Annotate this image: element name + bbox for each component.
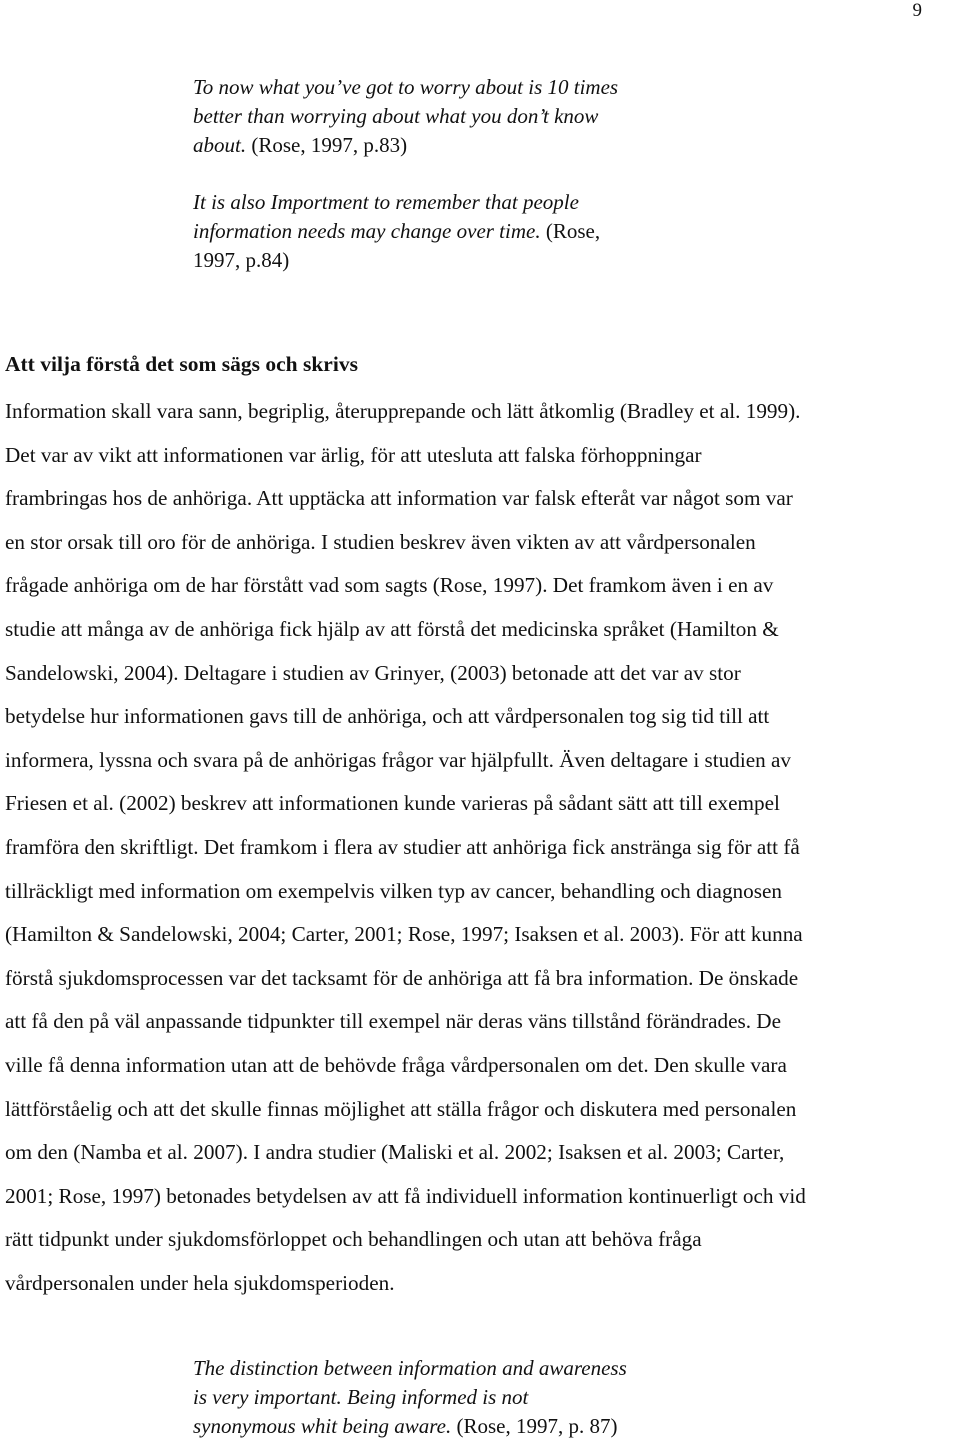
body-line: Friesen et al. (2002) beskrev att informationen kunde varieras på sådant sätt att till exempel: [5, 791, 780, 816]
body-line: att få den på väl anpassande tidpunkter till exempel när deras väns tillstånd förändrades. De: [5, 1009, 782, 1034]
body-line: ville få denna information utan att de behövde fråga vårdpersonalen om det. Den skulle vara: [5, 1052, 787, 1077]
quote-line: information needs may change over time.: [193, 219, 541, 243]
body-line: frågade anhöriga om de har förstått vad som sagts (Rose, 1997). Det framkom även i en av: [5, 573, 774, 598]
block-quote-rose-p87: [193, 1354, 753, 1441]
quote-citation: (Rose, 1997, p.83): [251, 133, 408, 157]
body-line: en stor orsak till oro för de anhöriga. I studien beskrev även vikten av att vårdpersonalen: [5, 529, 756, 554]
block-quote-rose-p84: [193, 188, 753, 275]
body-line: frambringas hos de anhöriga. Att upptäcka att information var falsk efteråt var något som var: [5, 486, 793, 511]
quote-line: The distinction between information and awareness: [193, 1356, 627, 1380]
section-body: [5, 390, 958, 1305]
quote-line: about.: [193, 133, 247, 157]
body-line: förstå sjukdomsprocessen var det tacksamt för de anhöriga att få bra information. De önskade: [5, 965, 799, 990]
page-number: 9: [912, 0, 922, 21]
quote-line: synonymous whit being aware.: [193, 1414, 452, 1438]
body-line: framföra den skriftligt. Det framkom i flera av studier att anhöriga fick anstränga sig för att få: [5, 834, 800, 859]
body-line: 2001; Rose, 1997) betonades betydelsen av att få individuell information kontinuerligt och vid: [5, 1183, 806, 1208]
block-quote-rose-p83: [193, 73, 753, 160]
body-line: vårdpersonalen under hela sjukdomsperioden.: [5, 1270, 395, 1295]
body-line: rätt tidpunkt under sjukdomsförloppet och behandlingen och utan att behöva fråga: [5, 1227, 702, 1252]
quote-line: To now what you’ve got to worry about is 10 times: [193, 75, 619, 99]
quote-line: is very important. Being informed is not: [193, 1385, 529, 1409]
body-line: lättförståelig och att det skulle finnas möjlighet att ställa frågor och diskutera med personalen: [5, 1096, 797, 1121]
body-line: om den (Namba et al. 2007). I andra studier (Maliski et al. 2002; Isaksen et al. 2003; Carter,: [5, 1140, 785, 1165]
body-line: betydelse hur informationen gavs till de anhöriga, och att vårdpersonalen tog sig tid till att: [5, 704, 770, 729]
body-line: Information skall vara sann, begriplig, återupprepande och lätt åtkomlig (Bradley et al. 1999).: [5, 399, 801, 423]
body-line: (Hamilton & Sandelowski, 2004; Carter, 2001; Rose, 1997; Isaksen et al. 2003). För att kunna: [5, 922, 803, 947]
body-line: Det var av vikt att informationen var ärlig, för att utesluta att falska förhoppningar: [5, 442, 702, 467]
quote-citation: 1997, p.84): [193, 248, 290, 272]
body-line: informera, lyssna och svara på de anhörigas frågor var hjälpfullt. Även deltagare i studien av: [5, 747, 792, 772]
quote-citation: (Rose,: [545, 219, 601, 243]
section-heading: Att vilja förstå det som sägs och skrivs: [5, 352, 358, 376]
body-line: Sandelowski, 2004). Deltagare i studien av Grinyer, (2003) betonade att det var av stor: [5, 660, 741, 685]
body-line: studie att många av de anhöriga fick hjälp av att förstå det medicinska språket (Hamilton &: [5, 616, 779, 641]
quote-line: It is also Importment to remember that people: [193, 190, 579, 214]
body-line: tillräckligt med information om exempelvis vilken typ av cancer, behandling och diagnosen: [5, 878, 782, 903]
quote-citation: (Rose, 1997, p. 87): [456, 1414, 618, 1438]
quote-line: better than worrying about what you don’t know: [193, 104, 599, 128]
